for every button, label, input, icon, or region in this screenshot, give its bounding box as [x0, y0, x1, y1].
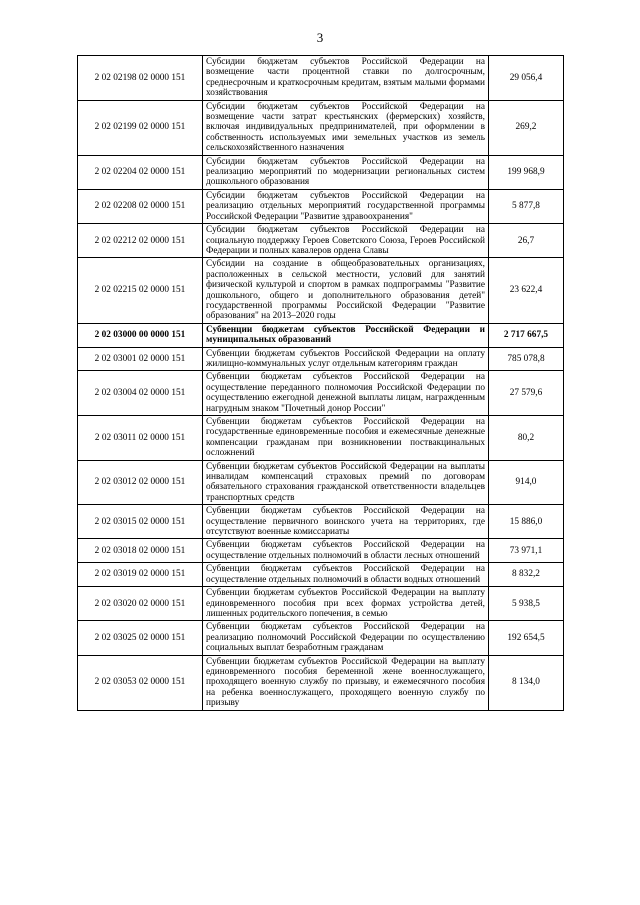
amount-cell: 15 886,0	[489, 505, 564, 539]
description-cell: Субвенции бюджетам субъектов Российской Федерации на выплату единовременного пособия при всех формах устройства детей, лишенных родительского попечения, в семью	[203, 587, 489, 621]
amount-cell: 73 971,1	[489, 539, 564, 563]
table-row	[78, 563, 564, 587]
table-row	[78, 416, 564, 461]
amount-cell: 80,2	[489, 416, 564, 461]
table-row	[78, 539, 564, 563]
table-body	[78, 56, 564, 711]
description-cell: Субсидии бюджетам субъектов Российской Федерации на реализацию отдельных мероприятий государственной программы Российской Федерации "Развитие здравоохранения"	[203, 189, 489, 223]
budget-code-cell: 2 02 02215 02 0000 151	[78, 258, 203, 323]
budget-code-cell: 2 02 03019 02 0000 151	[78, 563, 203, 587]
budget-code-cell: 2 02 03018 02 0000 151	[78, 539, 203, 563]
budget-code-cell: 2 02 03025 02 0000 151	[78, 621, 203, 655]
description-cell: Субвенции бюджетам субъектов Российской Федерации на осуществление первичного воинского учета на территориях, где отсутствуют военные комиссариаты	[203, 505, 489, 539]
table-row	[78, 224, 564, 258]
amount-cell: 2 717 667,5	[489, 323, 564, 347]
description-cell: Субвенции бюджетам субъектов Российской Федерации и муниципальных образований	[203, 323, 489, 347]
table-row	[78, 189, 564, 223]
budget-code-cell: 2 02 03015 02 0000 151	[78, 505, 203, 539]
table-row	[78, 258, 564, 323]
amount-cell: 5 938,5	[489, 587, 564, 621]
page-number: 3	[316, 30, 324, 45]
table-row	[78, 155, 564, 189]
amount-cell: 27 579,6	[489, 371, 564, 416]
amount-cell: 785 078,8	[489, 347, 564, 371]
description-cell: Субвенции бюджетам субъектов Российской Федерации на выплату единовременного пособия беременной жене военнослужащего, проходящего военную службу по призыву, и ежемесячного пособия на ребенка военнослужащего, проходящего военную службу по призыву	[203, 655, 489, 710]
description-cell: Субсидии бюджетам субъектов Российской Федерации на реализацию мероприятий по модернизации региональных систем дошкольного образования	[203, 155, 489, 189]
table-row	[78, 655, 564, 710]
amount-cell: 192 654,5	[489, 621, 564, 655]
table-row	[78, 587, 564, 621]
amount-cell: 29 056,4	[489, 56, 564, 101]
budget-code-cell: 2 02 03011 02 0000 151	[78, 416, 203, 461]
amount-cell: 5 877,8	[489, 189, 564, 223]
table-row	[78, 347, 564, 371]
table-row	[78, 621, 564, 655]
budget-code-cell: 2 02 02198 02 0000 151	[78, 56, 203, 101]
budget-code-cell: 2 02 02204 02 0000 151	[78, 155, 203, 189]
description-cell: Субвенции бюджетам субъектов Российской Федерации на выплаты инвалидам компенсаций страховых премий по договорам обязательного страхования гражданской ответственности владельцев транспортных средств	[203, 460, 489, 505]
revenue-table	[77, 55, 564, 711]
table-row	[78, 100, 564, 155]
budget-code-cell: 2 02 03000 00 0000 151	[78, 323, 203, 347]
amount-cell: 26,7	[489, 224, 564, 258]
amount-cell: 914,0	[489, 460, 564, 505]
table-row	[78, 56, 564, 101]
table-row	[78, 371, 564, 416]
budget-code-cell: 2 02 02208 02 0000 151	[78, 189, 203, 223]
description-cell: Субвенции бюджетам субъектов Российской Федерации на осуществление отдельных полномочий в области лесных отношений	[203, 539, 489, 563]
description-cell: Субвенции бюджетам субъектов Российской Федерации на реализацию полномочий Российской Федерации по осуществлению социальных выплат безработным гражданам	[203, 621, 489, 655]
amount-cell: 8 134,0	[489, 655, 564, 710]
budget-code-cell: 2 02 02212 02 0000 151	[78, 224, 203, 258]
table-row	[78, 460, 564, 505]
description-cell: Субсидии бюджетам субъектов Российской Федерации на социальную поддержку Героев Советского Союза, Героев Российской Федерации и полных кавалеров ордена Славы	[203, 224, 489, 258]
description-cell: Субвенции бюджетам субъектов Российской Федерации на государственные единовременные пособия и ежемесячные денежные компенсации гражданам при возникновении поствакцинальных осложнений	[203, 416, 489, 461]
budget-code-cell: 2 02 03020 02 0000 151	[78, 587, 203, 621]
budget-code-cell: 2 02 03001 02 0000 151	[78, 347, 203, 371]
description-cell: Субсидии бюджетам субъектов Российской Федерации на возмещение части затрат крестьянских (фермерских) хозяйств, включая индивидуальных предпринимателей, при оформлении в собственность используемых ими земельных участков из земель сельскохозяйственного назначения	[203, 100, 489, 155]
budget-code-cell: 2 02 02199 02 0000 151	[78, 100, 203, 155]
description-cell: Субсидии бюджетам субъектов Российской Федерации на возмещение части процентной ставки по долгосрочным, среднесрочным и краткосрочным кредитам, взятым малыми формами хозяйствования	[203, 56, 489, 101]
description-cell: Субсидии на создание в общеобразовательных организациях, расположенных в сельской местности, условий для занятий физической культурой и спортом в рамках подпрограммы "Развитие дошкольного, общего и дополнительного образования детей" государственной программы Российской Федерации "Развитие образования" на 2013–2020 годы	[203, 258, 489, 323]
description-cell: Субвенции бюджетам субъектов Российской Федерации на осуществление отдельных полномочий в области водных отношений	[203, 563, 489, 587]
amount-cell: 199 968,9	[489, 155, 564, 189]
amount-cell: 8 832,2	[489, 563, 564, 587]
amount-cell: 269,2	[489, 100, 564, 155]
description-cell: Субвенции бюджетам субъектов Российской Федерации на осуществление переданного полномочия Российской Федерации по осуществлению ежегодной денежной выплаты лицам, награжденным нагрудным знаком "Почетный донор России"	[203, 371, 489, 416]
amount-cell: 23 622,4	[489, 258, 564, 323]
table-row	[78, 323, 564, 347]
budget-code-cell: 2 02 03004 02 0000 151	[78, 371, 203, 416]
table-row	[78, 505, 564, 539]
budget-code-cell: 2 02 03012 02 0000 151	[78, 460, 203, 505]
budget-code-cell: 2 02 03053 02 0000 151	[78, 655, 203, 710]
description-cell: Субвенции бюджетам субъектов Российской Федерации на оплату жилищно-коммунальных услуг отдельным категориям граждан	[203, 347, 489, 371]
